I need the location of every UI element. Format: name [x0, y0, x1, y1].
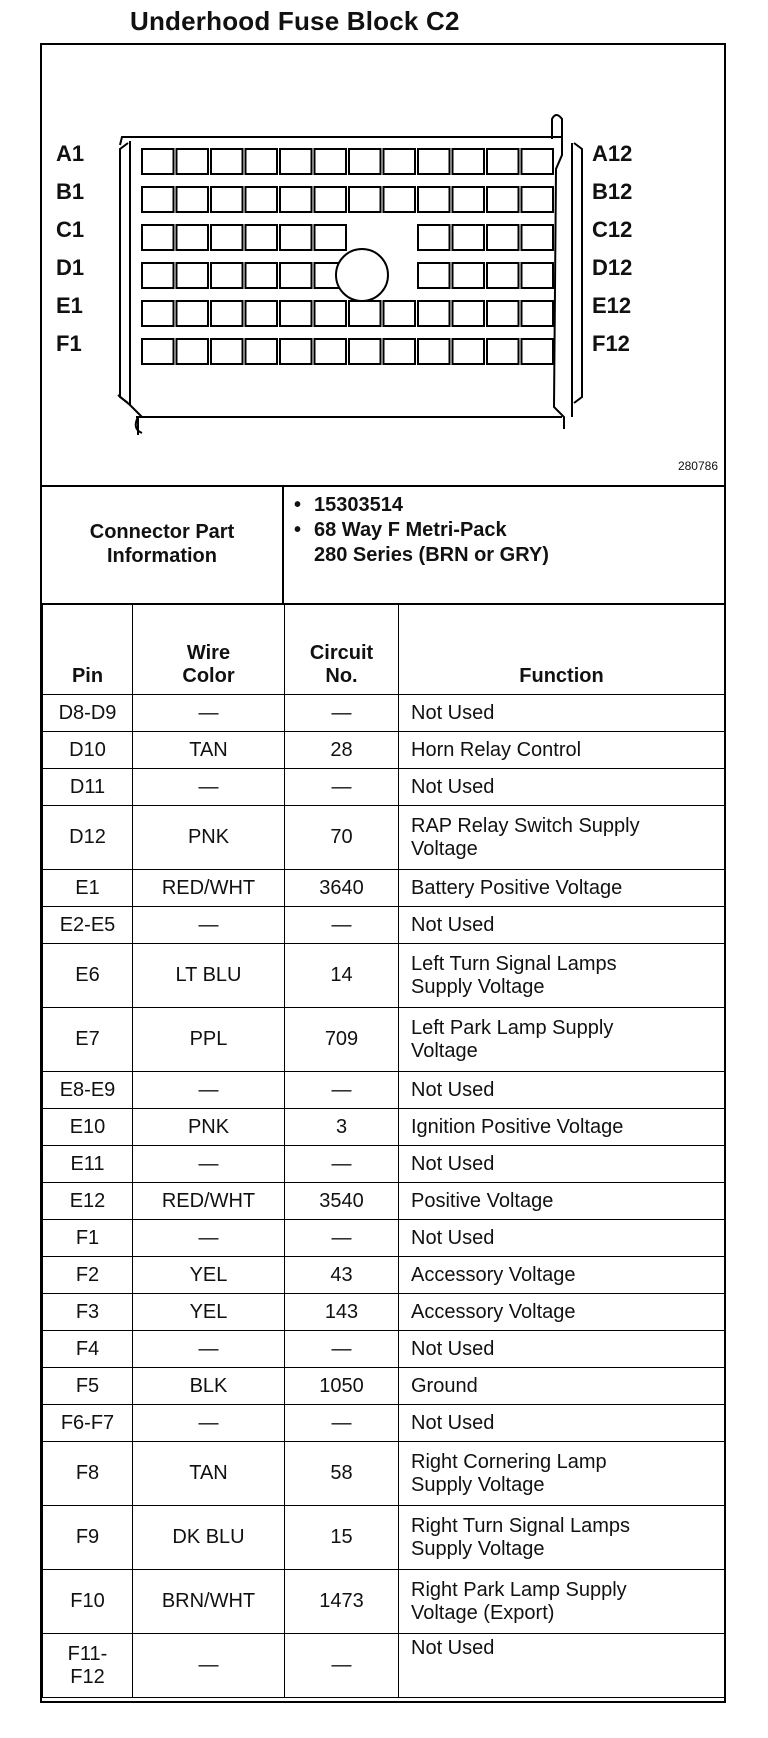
circuit-cell: 1050 — [285, 1368, 399, 1405]
table-row — [43, 944, 725, 1008]
table-row — [43, 769, 725, 806]
terminal-cavity — [246, 149, 278, 174]
row-label-right: C12 — [592, 217, 633, 242]
table-row — [43, 1634, 725, 1698]
circuit-cell: 143 — [285, 1294, 399, 1331]
wire-color-cell: PNK — [133, 806, 285, 870]
pin-cell: E1 — [43, 870, 133, 907]
terminal-cavity — [384, 339, 416, 364]
terminal-cavity — [349, 301, 381, 326]
info-label-line: Information — [107, 545, 217, 567]
wire-color-cell: BRN/WHT — [133, 1570, 285, 1634]
row-label-right: B12 — [592, 179, 633, 204]
table-row — [43, 1072, 725, 1109]
row-label-left: F1 — [56, 331, 82, 356]
terminal-cavity — [349, 187, 381, 212]
table-row — [43, 1008, 725, 1072]
part-number: 15303514 — [314, 494, 403, 516]
pin-cell: F6-F7 — [43, 1405, 133, 1442]
table-row — [43, 1183, 725, 1220]
circuit-cell: — — [285, 1634, 399, 1698]
terminal-cavity — [349, 149, 381, 174]
circuit-cell: — — [285, 1405, 399, 1442]
figure-number: 280786 — [677, 459, 718, 473]
row-label-right: D12 — [592, 255, 633, 280]
function-cell: Horn Relay Control — [399, 732, 725, 769]
wire-color-cell: TAN — [133, 732, 285, 769]
row-label-left: B1 — [56, 179, 85, 204]
wire-color-cell: — — [133, 1634, 285, 1698]
table-row — [43, 1220, 725, 1257]
function-cell: Not Used — [399, 1634, 725, 1698]
terminal-cavity — [246, 225, 278, 250]
terminal-cavity — [522, 187, 554, 212]
function-cell: Left Park Lamp Supply Voltage — [399, 1008, 725, 1072]
pin-cell: F11- F12 — [43, 1634, 133, 1698]
circuit-cell: 3640 — [285, 870, 399, 907]
terminal-cavity — [487, 225, 519, 250]
circuit-cell: 70 — [285, 806, 399, 870]
terminal-cavity — [211, 187, 243, 212]
terminal-cavity — [246, 187, 278, 212]
circuit-cell: — — [285, 907, 399, 944]
terminal-cavity — [315, 187, 347, 212]
terminal-cavity — [487, 339, 519, 364]
pin-cell: D8-D9 — [43, 695, 133, 732]
pin-cell: F3 — [43, 1294, 133, 1331]
table-row — [43, 1257, 725, 1294]
circuit-cell: 709 — [285, 1008, 399, 1072]
terminal-cavity — [280, 339, 312, 364]
pin-cell: D12 — [43, 806, 133, 870]
terminal-cavity — [315, 149, 347, 174]
pin-cell: E6 — [43, 944, 133, 1008]
terminal-cavity — [142, 301, 174, 326]
connector-series: 280 Series (BRN or GRY) — [314, 544, 549, 566]
terminal-cavity — [142, 187, 174, 212]
table-row — [43, 1146, 725, 1183]
terminal-cavity — [418, 263, 450, 288]
table-row — [43, 907, 725, 944]
table-row — [43, 1405, 725, 1442]
center-bolt-hole — [336, 249, 388, 301]
wire-color-cell: YEL — [133, 1294, 285, 1331]
circuit-cell: 3540 — [285, 1183, 399, 1220]
terminal-cavity — [177, 263, 209, 288]
circuit-cell: 28 — [285, 732, 399, 769]
wire-color-cell: YEL — [133, 1257, 285, 1294]
pin-cell: F4 — [43, 1331, 133, 1368]
circuit-cell: — — [285, 1220, 399, 1257]
row-label-left: D1 — [56, 255, 85, 280]
terminal-cavity — [418, 339, 450, 364]
terminal-cavity — [211, 149, 243, 174]
connector-diagram — [42, 45, 724, 487]
wire-color-cell: RED/WHT — [133, 870, 285, 907]
header-circuit: Circuit No. — [285, 604, 399, 695]
pin-cell: F8 — [43, 1442, 133, 1506]
header-function: Function — [399, 604, 725, 695]
wire-color-cell: RED/WHT — [133, 1183, 285, 1220]
connector-part-info — [42, 485, 724, 605]
function-cell: Left Turn Signal Lamps Supply Voltage — [399, 944, 725, 1008]
wire-color-cell: TAN — [133, 1442, 285, 1506]
terminal-cavity — [142, 149, 174, 174]
table-row — [43, 1294, 725, 1331]
row-label-left: C1 — [56, 217, 85, 242]
table-row — [43, 1109, 725, 1146]
terminal-cavity — [453, 263, 485, 288]
pin-cell: F2 — [43, 1257, 133, 1294]
function-cell: Not Used — [399, 1331, 725, 1368]
table-row — [43, 870, 725, 907]
terminal-cavity — [522, 301, 554, 326]
function-cell: Right Park Lamp Supply Voltage (Export) — [399, 1570, 725, 1634]
table-row — [43, 806, 725, 870]
table-row — [43, 732, 725, 769]
connector-housing — [118, 141, 142, 435]
circuit-cell: 1473 — [285, 1570, 399, 1634]
terminal-cavity — [487, 187, 519, 212]
bullet-icon: • — [294, 519, 302, 541]
terminal-cavity — [487, 149, 519, 174]
terminal-cavity — [280, 149, 312, 174]
wire-color-cell: — — [133, 1220, 285, 1257]
circuit-cell: — — [285, 695, 399, 732]
function-cell: Not Used — [399, 1072, 725, 1109]
terminal-cavity — [522, 339, 554, 364]
terminal-cavity — [453, 187, 485, 212]
function-cell: Accessory Voltage — [399, 1294, 725, 1331]
table-row — [43, 695, 725, 732]
circuit-cell: 14 — [285, 944, 399, 1008]
terminal-cavity — [487, 301, 519, 326]
terminal-cavity — [487, 263, 519, 288]
function-cell: Right Turn Signal Lamps Supply Voltage — [399, 1506, 725, 1570]
circuit-cell: 58 — [285, 1442, 399, 1506]
pinout-table — [42, 603, 725, 1698]
function-cell: Right Cornering Lamp Supply Voltage — [399, 1442, 725, 1506]
wire-color-cell: PNK — [133, 1109, 285, 1146]
table-row — [43, 1570, 725, 1634]
pin-cell: F9 — [43, 1506, 133, 1570]
terminal-cavity — [280, 263, 312, 288]
terminal-cavity — [418, 301, 450, 326]
function-cell: Not Used — [399, 1220, 725, 1257]
terminal-cavity — [384, 301, 416, 326]
circuit-cell: — — [285, 1072, 399, 1109]
info-label-line: Connector Part — [89, 521, 235, 543]
header-pin: Pin — [43, 604, 133, 695]
function-cell: Positive Voltage — [399, 1183, 725, 1220]
connector-sheet — [40, 43, 726, 1703]
terminal-cavity — [211, 301, 243, 326]
terminal-cavity — [280, 225, 312, 250]
terminal-cavity — [315, 301, 347, 326]
table-row — [43, 1506, 725, 1570]
function-cell: Not Used — [399, 695, 725, 732]
circuit-cell: 43 — [285, 1257, 399, 1294]
connector-info-values — [294, 493, 549, 568]
function-cell: Not Used — [399, 769, 725, 806]
function-cell: Not Used — [399, 907, 725, 944]
terminal-cavity — [211, 263, 243, 288]
wire-color-cell: — — [133, 769, 285, 806]
pin-cell: E2-E5 — [43, 907, 133, 944]
table-row — [43, 1442, 725, 1506]
row-label-right: A12 — [592, 141, 633, 166]
left-bracket — [120, 143, 128, 403]
row-label-left: A1 — [56, 141, 85, 166]
terminal-cavity — [453, 149, 485, 174]
wire-color-cell: PPL — [133, 1008, 285, 1072]
terminal-cavity — [246, 301, 278, 326]
wire-color-cell: — — [133, 1072, 285, 1109]
wire-color-cell: LT BLU — [133, 944, 285, 1008]
terminal-cavity — [177, 301, 209, 326]
table-row — [43, 1331, 725, 1368]
circuit-cell: 15 — [285, 1506, 399, 1570]
circuit-cell: 3 — [285, 1109, 399, 1146]
right-bracket — [574, 143, 582, 403]
row-label-left: E1 — [56, 293, 83, 318]
terminal-cavity — [142, 263, 174, 288]
wire-color-cell: BLK — [133, 1368, 285, 1405]
terminal-cavity — [453, 225, 485, 250]
function-cell: Accessory Voltage — [399, 1257, 725, 1294]
row-label-right: E12 — [592, 293, 632, 318]
header-wire-color: Wire Color — [133, 604, 285, 695]
pin-cell: E7 — [43, 1008, 133, 1072]
pin-cell: E11 — [43, 1146, 133, 1183]
terminal-cavity — [142, 225, 174, 250]
pin-cell: E10 — [43, 1109, 133, 1146]
circuit-cell: — — [285, 1146, 399, 1183]
pin-cell: F5 — [43, 1368, 133, 1405]
terminal-cavity — [418, 187, 450, 212]
terminal-cavity — [418, 149, 450, 174]
terminal-cavity — [177, 225, 209, 250]
circuit-cell: — — [285, 769, 399, 806]
terminal-cavity — [246, 339, 278, 364]
connector-description: 68 Way F Metri-Pack — [314, 519, 507, 541]
page-title: Underhood Fuse Block C2 — [130, 6, 460, 36]
terminal-cavity — [453, 301, 485, 326]
wire-color-cell: — — [133, 1146, 285, 1183]
wire-color-cell: — — [133, 695, 285, 732]
terminal-cavity — [211, 225, 243, 250]
latch-tab — [552, 115, 562, 139]
pinout-table-body — [43, 695, 725, 1698]
wire-color-cell: DK BLU — [133, 1506, 285, 1570]
wire-color-cell: — — [133, 907, 285, 944]
function-cell: Not Used — [399, 1146, 725, 1183]
terminal-cavity — [280, 301, 312, 326]
terminal-cavity — [453, 339, 485, 364]
terminal-cavity — [246, 263, 278, 288]
pin-cell: E12 — [43, 1183, 133, 1220]
circuit-cell: — — [285, 1331, 399, 1368]
pin-cell: F10 — [43, 1570, 133, 1634]
terminal-cavity — [522, 149, 554, 174]
pin-cell: D10 — [43, 732, 133, 769]
terminal-cavity — [384, 187, 416, 212]
terminal-cavity — [142, 339, 174, 364]
terminal-cavity — [349, 339, 381, 364]
wire-color-cell: — — [133, 1405, 285, 1442]
terminal-cavity — [177, 339, 209, 364]
terminal-cavity — [280, 187, 312, 212]
terminal-cavity — [211, 339, 243, 364]
pin-cell: D11 — [43, 769, 133, 806]
connector-info-label — [42, 485, 284, 603]
pin-cell: F1 — [43, 1220, 133, 1257]
table-header-row — [43, 604, 725, 695]
function-cell: Battery Positive Voltage — [399, 870, 725, 907]
function-cell: RAP Relay Switch Supply Voltage — [399, 806, 725, 870]
function-cell: Ignition Positive Voltage — [399, 1109, 725, 1146]
pin-cell: E8-E9 — [43, 1072, 133, 1109]
terminal-cavity — [177, 187, 209, 212]
terminal-cavity — [522, 263, 554, 288]
terminal-cavity — [522, 225, 554, 250]
bullet-icon: • — [294, 494, 302, 516]
function-cell: Not Used — [399, 1405, 725, 1442]
function-cell: Ground — [399, 1368, 725, 1405]
terminal-cavity — [177, 149, 209, 174]
terminal-cavity — [384, 149, 416, 174]
terminal-cavity — [315, 339, 347, 364]
terminal-cavity — [315, 225, 347, 250]
row-label-right: F12 — [592, 331, 630, 356]
bottom-lip — [136, 417, 562, 433]
terminal-cavity — [418, 225, 450, 250]
table-row — [43, 1368, 725, 1405]
wire-color-cell: — — [133, 1331, 285, 1368]
